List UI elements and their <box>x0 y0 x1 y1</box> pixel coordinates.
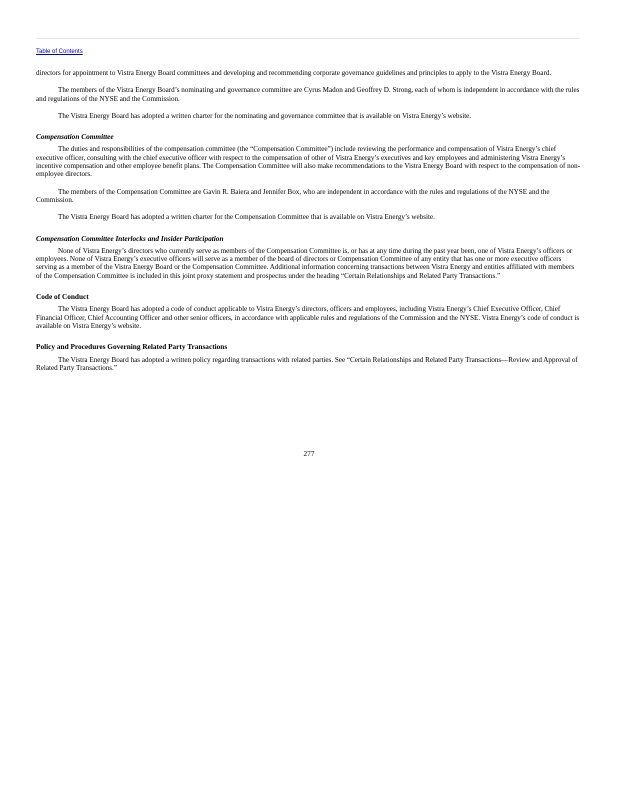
heading-interlocks: Compensation Committee Interlocks and Insider Participation <box>36 233 224 243</box>
paragraph-code-of-conduct: The Vistra Energy Board has adopted a code of conduct applicable to Vistra Energy’s directors, officers and employees, including Vistra Energy’s Chief Executive Officer, Chief Financial Officer, Chief Accounting Officer and other senior officers, in accordance with applicable rules and regulations of the Commission and the NYSE. Vistra Energy’s code of conduct is available on Vistra Energy’s website. <box>36 305 580 330</box>
paragraph-interlocks: None of Vistra Energy’s directors who currently serve as members of the Compensation Committee is, or has at any time during the past year been, one of Vistra Energy’s officers or employees. None of Vistra Energy’s executive officers will serve as a member of the board of directors or Compensation Committee of any entity that has one or more executive officers serving as a member of the Vistra Energy Board or the Compensation Committee. Additional information concerning transactions between Vistra Energy and entities affiliated with members of the Compensation Committee is included in this joint proxy statement and prospectus under the heading “Certain Relationships and Related Party Transactions.” <box>36 246 575 280</box>
heading-compensation-committee: Compensation Committee <box>36 132 114 142</box>
paragraph-compensation-duties: The duties and responsibilities of the compensation committee (the “Compensation Committee”) include reviewing the performance and compensation of Vistra Energy’s chief executive officer, consulting with the chief executive officer with respect to the compensation of other of Vistra Energy’s executives and key employees and administering Vistra Energy’s incentive compensation and other employee benefit plans. The Compensation Committee will also make recommendations to the Vistra Energy Board with respect to the compensation of non-employee directors. <box>36 145 581 179</box>
paragraph-nominating-charter: The Vistra Energy Board has adopted a written charter for the nominating and governance committee that is available on Vistra Energy’s website. <box>58 111 472 120</box>
paragraph-nominating-members: The members of the Vistra Energy Board’s nominating and governance committee are Cyrus Madon and Geoffrey D. Strong, each of whom is independent in accordance with the rules and regulations of the NYSE and the Commission. <box>36 86 580 103</box>
paragraph-nominating-duties: directors for appointment to Vistra Energy Board committees and developing and recommending corporate governance guidelines and principles to apply to the Vistra Energy Board. <box>36 69 552 77</box>
table-of-contents-link[interactable]: Table of Contents <box>36 49 83 55</box>
heading-code-of-conduct: Code of Conduct <box>36 292 89 302</box>
page-number: 277 <box>303 449 315 458</box>
paragraph-compensation-charter: The Vistra Energy Board has adopted a written charter for the Compensation Committee that is available on Vistra Energy’s website. <box>58 213 435 222</box>
paragraph-compensation-members: The members of the Compensation Committee are Gavin R. Baiera and Jennifer Box, who are independent in accordance with the rules and regulations of the NYSE and the Commission. <box>36 187 550 204</box>
header-divider <box>36 38 580 39</box>
document-body <box>36 69 581 381</box>
paragraph-related-party-policy: The Vistra Energy Board has adopted a written policy regarding transactions with related parties. See “Certain Relationships and Related Party Transactions—Review and Approval of Related Party Transactions.” <box>36 355 578 372</box>
heading-related-party-policy: Policy and Procedures Governing Related Party Transactions <box>36 342 228 352</box>
